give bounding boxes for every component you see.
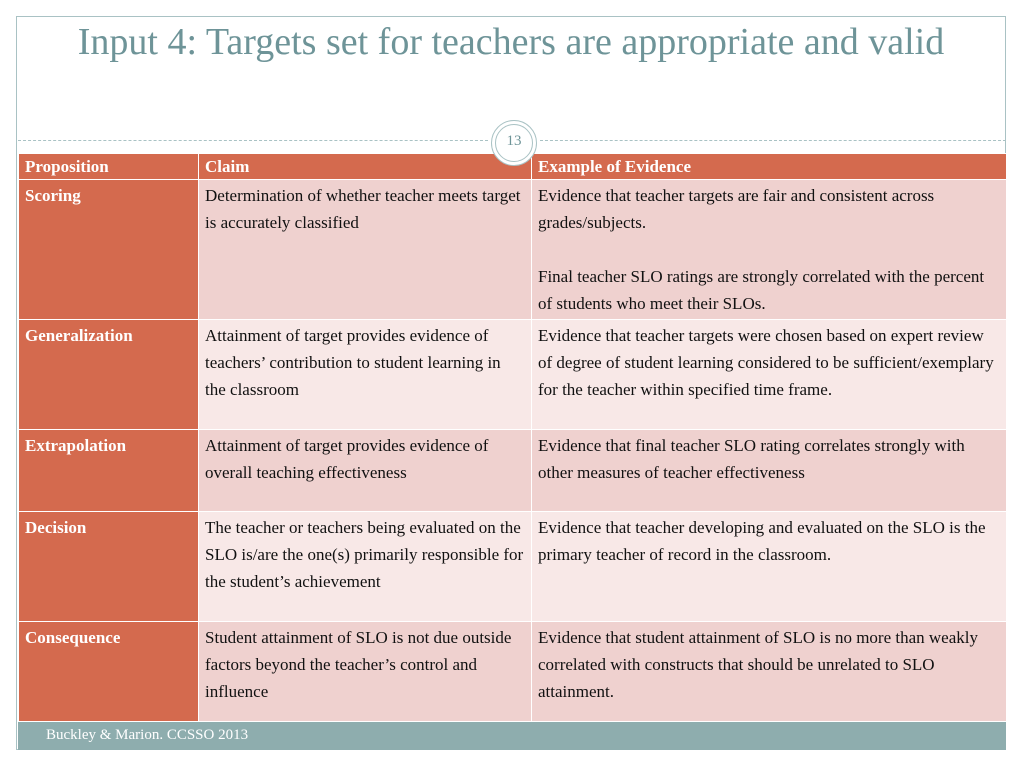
claim-cell: Student attainment of SLO is not due outside factors beyond the teacher’s control and influence: [199, 622, 532, 722]
proposition-cell: Scoring: [19, 180, 199, 320]
slide-number-badge: [491, 120, 537, 166]
evidence-table: [18, 153, 1007, 722]
divider-left: [18, 140, 488, 141]
table-row: [19, 512, 1007, 622]
divider-right: [540, 140, 1006, 141]
claim-cell: Attainment of target provides evidence of overall teaching effectiveness: [199, 430, 532, 512]
header-evidence: Example of Evidence: [532, 154, 1007, 180]
header-proposition: Proposition: [19, 154, 199, 180]
footer-citation: Buckley & Marion. CCSSO 2013: [46, 727, 249, 743]
proposition-cell: Consequence: [19, 622, 199, 722]
header-claim: Claim: [199, 154, 532, 180]
evidence-cell: Evidence that final teacher SLO rating correlates strongly with other measures of teacher effectiveness: [532, 430, 1007, 512]
slide-number: 13: [506, 133, 522, 149]
evidence-cell: Evidence that teacher targets are fair and consistent across grades/subjects. Final teacher SLO ratings are strongly correlated with the percent of students who meet their SLOs.: [532, 180, 1007, 320]
table-row: [19, 180, 1007, 320]
slide-title: Input 4: Targets set for teachers are appropriate and valid: [77, 21, 945, 63]
proposition-cell: Extrapolation: [19, 430, 199, 512]
claim-cell: Determination of whether teacher meets target is accurately classified: [199, 180, 532, 320]
claim-cell: The teacher or teachers being evaluated on the SLO is/are the one(s) primarily responsible for the student’s achievement: [199, 512, 532, 622]
table-row: [19, 622, 1007, 722]
evidence-cell: Evidence that teacher developing and evaluated on the SLO is the primary teacher of record in the classroom.: [532, 512, 1007, 622]
proposition-cell: Decision: [19, 512, 199, 622]
table-row: [19, 430, 1007, 512]
claim-cell: Attainment of target provides evidence of teachers’ contribution to student learning in the classroom: [199, 320, 532, 430]
footer-bar: [18, 722, 1006, 750]
proposition-cell: Generalization: [19, 320, 199, 430]
evidence-cell: Evidence that student attainment of SLO is no more than weakly correlated with constructs that should be unrelated to SLO attainment.: [532, 622, 1007, 722]
table-row: [19, 320, 1007, 430]
evidence-cell: Evidence that teacher targets were chosen based on expert review of degree of student learning considered to be sufficient/exemplary for the teacher within specified time frame.: [532, 320, 1007, 430]
